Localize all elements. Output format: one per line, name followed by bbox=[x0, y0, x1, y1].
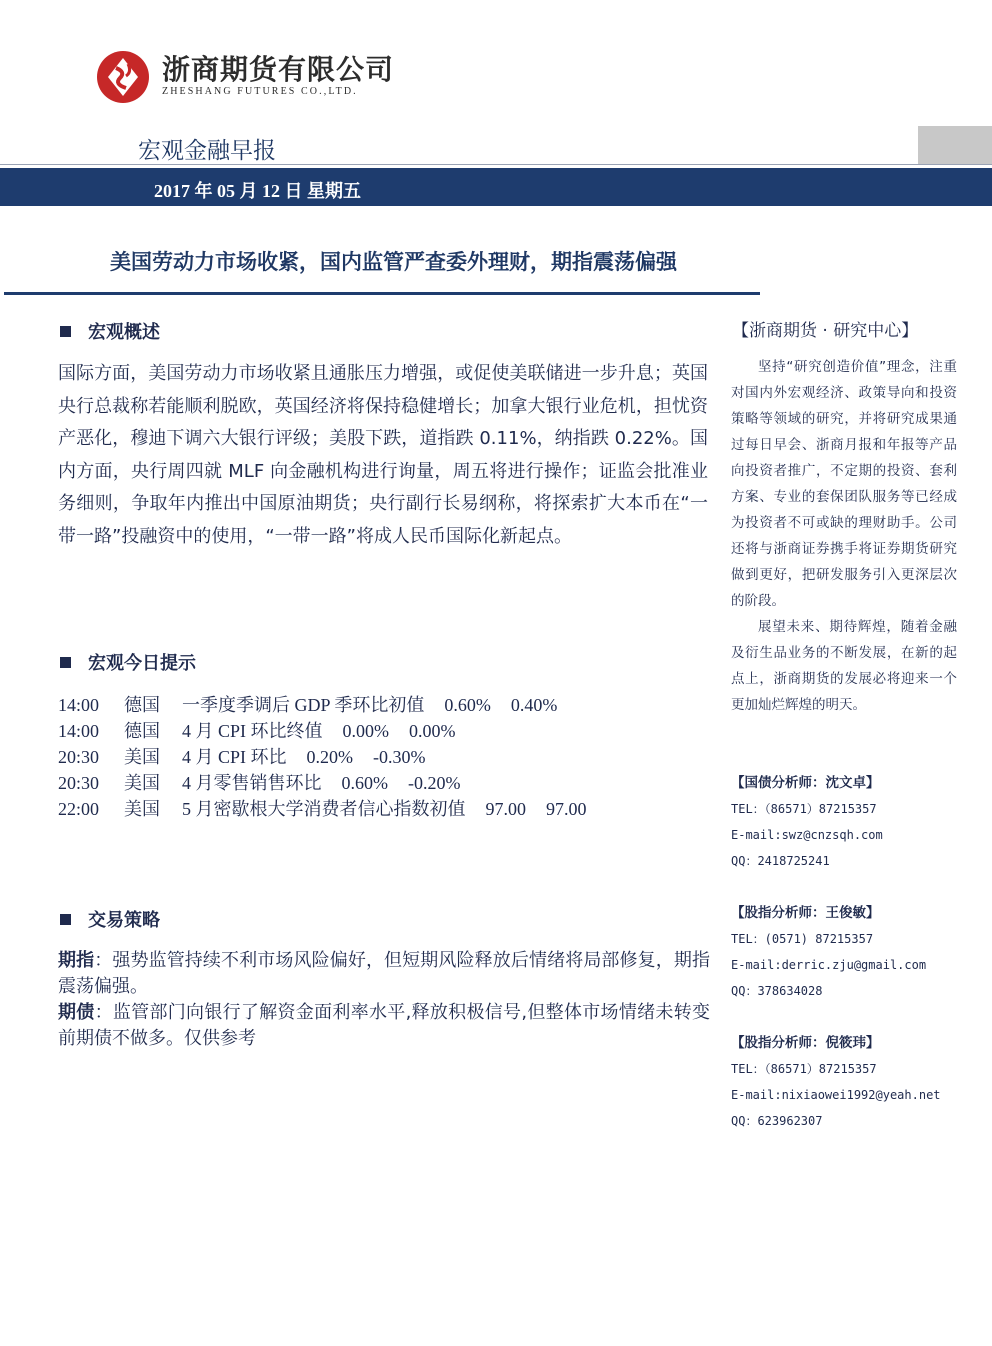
analyst-qq: QQ：378634028 bbox=[731, 984, 823, 998]
date-bar bbox=[0, 168, 992, 206]
square-bullet-icon bbox=[60, 657, 71, 668]
event-value-1: 0.60% bbox=[341, 773, 388, 793]
headline-rule bbox=[4, 292, 760, 295]
analyst-tel: TEL：（86571）87215357 bbox=[731, 802, 877, 816]
square-bullet-icon bbox=[60, 326, 71, 337]
analyst-email[interactable]: E-mail:derric.zju@gmail.com bbox=[731, 958, 927, 972]
strategy-label: 期指 bbox=[58, 950, 95, 971]
event-country: 德国 bbox=[124, 721, 160, 741]
event-value-2: -0.30% bbox=[373, 747, 426, 767]
overview-paragraph: 国际方面，美国劳动力市场收紧且通胀压力增强，或促使美联储进一步升息；英国央行总裁称若能顺利脱欧，英国经济将保持稳健增长；加拿大银行业危机，担忧资产恶化，穆迪下调六大银行评级；美股下跌，道指跌 0.11%，纳指跌 0.22%。国内方面，央行周四就 MLF 向金融机构进行询量，周五将进行操作；证监会批准业务细则，争取年内推出中国原油期货；央行副行长易纲称，将探索扩大本币在“一带一路”投融资中的使用，“一带一路”将成人民币国际化新起点。 bbox=[58, 363, 708, 547]
event-name: 4 月零售销售环比 bbox=[182, 773, 322, 793]
event-value-1: 97.00 bbox=[485, 799, 526, 819]
strategy-text: ：监管部门向银行了解资金面利率水平,释放积极信号,但整体市场情绪未转变前期债不做多。仅供参考 bbox=[58, 1002, 710, 1049]
company-logo-icon bbox=[96, 50, 150, 104]
section-heading-today bbox=[60, 649, 196, 675]
event-country: 德国 bbox=[124, 695, 160, 715]
event-country: 美国 bbox=[124, 799, 160, 819]
event-time: 20:30 bbox=[58, 773, 100, 793]
calendar-row bbox=[58, 692, 718, 718]
event-name: 一季度季调后 GDP 季环比初值 bbox=[182, 695, 425, 715]
section-heading-strategy bbox=[60, 906, 160, 932]
analyst-tel: TEL：(0571) 87215357 bbox=[731, 932, 874, 946]
event-value-1: 0.00% bbox=[342, 721, 390, 741]
event-value-1: 0.60% bbox=[444, 695, 491, 715]
event-value-2: 97.00 bbox=[546, 799, 587, 819]
event-value-1: 0.20% bbox=[306, 747, 354, 767]
analyst-card bbox=[731, 900, 971, 1004]
calendar-row bbox=[58, 718, 718, 744]
event-time: 22:00 bbox=[58, 799, 100, 819]
event-name: 4 月 CPI 环比终值 bbox=[182, 721, 323, 741]
analyst-card bbox=[731, 1030, 971, 1134]
sidebar-intro-paragraph: 展望未来、期待辉煌，随着金融及衍生品业务的不断发展，在新的起点上，浙商期货的发展必将迎来一个更加灿烂辉煌的明天。 bbox=[731, 619, 957, 713]
company-name-cn: 浙商期货有限公司 bbox=[162, 53, 395, 86]
square-bullet-icon bbox=[60, 914, 71, 925]
analyst-email[interactable]: E-mail:swz@cnzsqh.com bbox=[731, 828, 883, 842]
event-value-2: -0.20% bbox=[408, 773, 461, 793]
analyst-email[interactable]: E-mail:nixiaowei1992@yeah.net bbox=[731, 1088, 941, 1102]
event-time: 20:30 bbox=[58, 747, 100, 767]
report-date: 2017 年 05 月 12 日 星期五 bbox=[154, 181, 361, 201]
overview-heading-text: 宏观概述 bbox=[88, 322, 160, 343]
strategy-label: 期债 bbox=[58, 1002, 95, 1023]
strategy-item bbox=[58, 948, 710, 1000]
analyst-name: 【国债分析师：沈文卓】 bbox=[731, 775, 880, 791]
strategy-heading-text: 交易策略 bbox=[88, 910, 160, 931]
strategy-item bbox=[58, 1000, 710, 1052]
analyst-card bbox=[731, 770, 971, 874]
report-headline: 美国劳动力市场收紧，国内监管严查委外理财，期指震荡偏强 bbox=[110, 250, 677, 274]
event-time: 14:00 bbox=[58, 695, 100, 715]
sidebar-title: 【浙商期货 · 研究中心】 bbox=[732, 321, 919, 341]
event-country: 美国 bbox=[124, 773, 160, 793]
strategy-block bbox=[58, 948, 710, 1052]
event-value-2: 0.00% bbox=[409, 721, 456, 741]
sidebar-intro bbox=[731, 354, 957, 718]
event-country: 美国 bbox=[124, 747, 160, 767]
calendar-row bbox=[58, 770, 718, 796]
analyst-qq: QQ：623962307 bbox=[731, 1114, 823, 1128]
section-heading-overview bbox=[60, 318, 160, 344]
event-time: 14:00 bbox=[58, 721, 100, 741]
analyst-qq: QQ：2418725241 bbox=[731, 854, 830, 868]
analyst-name: 【股指分析师：倪筱玮】 bbox=[731, 1035, 880, 1051]
calendar-row bbox=[58, 796, 718, 822]
event-name: 5 月密歇根大学消费者信心指数初值 bbox=[182, 799, 466, 819]
sidebar-intro-paragraph: 坚持“研究创造价值”理念，注重对国内外宏观经济、政策导向和投资策略等领域的研究，并将研究成果通过每日早会、浙商月报和年报等产品向投资者推广，不定期的投资、套利方案、专业的套保团队服务等已经成为投资者不可或缺的理财助手。公司还将与浙商证券携手将证券期货研究做到更好，把研发服务引入更深层次的阶段。 bbox=[731, 359, 957, 609]
event-value-2: 0.40% bbox=[510, 695, 558, 715]
company-name-en: ZHESHANG FUTURES CO.,LTD. bbox=[162, 86, 358, 97]
today-heading-text: 宏观今日提示 bbox=[88, 653, 196, 674]
event-name: 4 月 CPI 环比 bbox=[182, 747, 287, 767]
strategy-text: ：强势监管持续不利市场风险偏好，但短期风险释放后情绪将局部修复，期指震荡偏强。 bbox=[58, 950, 711, 997]
economic-calendar bbox=[58, 692, 718, 822]
header-accent-block bbox=[918, 126, 992, 164]
calendar-row bbox=[58, 744, 718, 770]
header-divider bbox=[0, 164, 992, 165]
report-title: 宏观金融早报 bbox=[138, 138, 276, 164]
analyst-name: 【股指分析师：王俊敏】 bbox=[731, 905, 880, 921]
analyst-tel: TEL：（86571）87215357 bbox=[731, 1062, 877, 1076]
